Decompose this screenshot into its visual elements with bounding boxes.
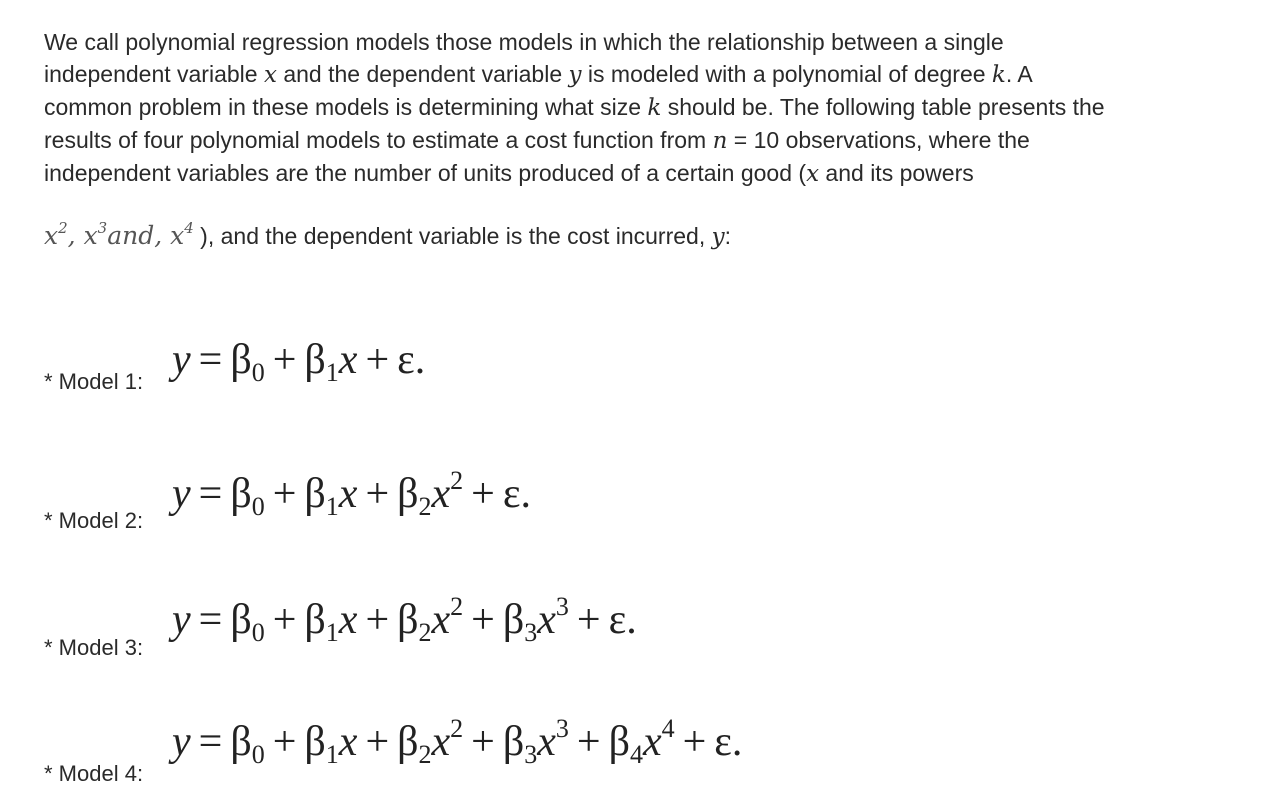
eq-x: x bbox=[537, 719, 556, 765]
paragraph-line-1: We call polynomial regression models those models in which the relationship between a single bbox=[44, 29, 1004, 55]
eq-plus: + bbox=[576, 719, 601, 765]
eq-plus: + bbox=[471, 471, 495, 517]
eq-equals: = bbox=[198, 719, 223, 765]
eq-plus: + bbox=[272, 597, 297, 643]
eq-x: x bbox=[338, 597, 358, 643]
eq-sup: 2 bbox=[450, 466, 464, 495]
model-1-equation bbox=[172, 336, 426, 387]
eq-x: x bbox=[642, 719, 662, 765]
eq-beta: β bbox=[304, 719, 326, 765]
model-1-label: * Model 1: bbox=[44, 369, 144, 394]
eq-x: x bbox=[338, 337, 358, 383]
exponent: 4 bbox=[184, 218, 194, 237]
eq-y: y bbox=[172, 337, 191, 383]
eq-y: y bbox=[172, 597, 191, 643]
eq-beta: β bbox=[502, 597, 525, 643]
text: independent variables are the number of units produced of a certain good ( bbox=[44, 160, 807, 186]
eq-beta: β bbox=[304, 597, 326, 643]
eq-beta: β bbox=[397, 719, 419, 765]
eq-plus: + bbox=[471, 597, 495, 643]
eq-sub: 2 bbox=[418, 492, 432, 521]
math-x: x bbox=[83, 221, 98, 250]
text: ), and the dependent variable is the cost incurred, bbox=[193, 223, 712, 249]
eq-plus: + bbox=[272, 471, 297, 517]
eq-equals: = bbox=[198, 597, 223, 643]
eq-epsilon: ε. bbox=[397, 337, 426, 383]
eq-sub: 2 bbox=[418, 740, 432, 769]
eq-x: x bbox=[338, 471, 358, 517]
eq-equals: = bbox=[198, 337, 223, 383]
eq-sub: 1 bbox=[325, 492, 339, 521]
model-3-equation bbox=[172, 592, 637, 647]
model-4-label: * Model 4: bbox=[44, 761, 144, 786]
eq-beta: β bbox=[608, 719, 630, 765]
text: and its powers bbox=[819, 160, 974, 186]
eq-sup: 3 bbox=[555, 592, 569, 621]
eq-sup: 2 bbox=[450, 714, 464, 743]
eq-x: x bbox=[431, 597, 451, 643]
eq-sub: 2 bbox=[418, 618, 432, 647]
eq-plus: + bbox=[365, 719, 390, 765]
math-x: x bbox=[806, 161, 820, 187]
eq-sub: 0 bbox=[251, 740, 265, 769]
eq-plus: + bbox=[365, 471, 390, 517]
eq-sub: 3 bbox=[524, 618, 538, 647]
eq-plus: + bbox=[682, 719, 707, 765]
eq-beta: β bbox=[304, 471, 326, 517]
eq-plus: + bbox=[272, 719, 297, 765]
text: should be. The following table presents the bbox=[661, 94, 1105, 120]
eq-x: x bbox=[338, 719, 358, 765]
eq-beta: β bbox=[502, 719, 525, 765]
eq-x: x bbox=[431, 719, 451, 765]
paragraph-line-4 bbox=[44, 124, 1234, 157]
eq-plus: + bbox=[471, 719, 495, 765]
model-4-equation bbox=[172, 714, 743, 769]
eq-beta: β bbox=[230, 719, 252, 765]
math-and: and, bbox=[107, 221, 171, 250]
eq-sub: 1 bbox=[325, 618, 339, 647]
eq-sub: 1 bbox=[325, 740, 339, 769]
eq-epsilon: ε. bbox=[608, 597, 637, 643]
paragraph-line-2 bbox=[44, 58, 1234, 91]
eq-epsilon: ε. bbox=[714, 719, 743, 765]
eq-plus: + bbox=[365, 337, 390, 383]
math-y: y bbox=[568, 62, 582, 88]
text: independent variable bbox=[44, 61, 264, 87]
text: = 10 observations, where the bbox=[727, 127, 1030, 153]
eq-sub: 0 bbox=[251, 618, 265, 647]
eq-sup: 4 bbox=[661, 714, 675, 743]
eq-plus: + bbox=[272, 337, 297, 383]
math-x: x bbox=[263, 62, 277, 88]
separator: , bbox=[67, 221, 84, 250]
eq-y: y bbox=[172, 471, 191, 517]
eq-plus: + bbox=[576, 597, 601, 643]
text: . A bbox=[1005, 61, 1033, 87]
math-k: k bbox=[647, 95, 662, 121]
exponent: 2 bbox=[58, 218, 68, 237]
eq-equals: = bbox=[198, 471, 223, 517]
model-2-equation bbox=[172, 466, 531, 521]
eq-sub: 3 bbox=[524, 740, 538, 769]
eq-epsilon: ε. bbox=[502, 471, 531, 517]
eq-sub: 0 bbox=[251, 492, 265, 521]
text: results of four polynomial models to estimate a cost function from bbox=[44, 127, 713, 153]
math-x: x bbox=[170, 221, 185, 250]
math-y: y bbox=[711, 224, 725, 250]
powers-expression bbox=[44, 218, 194, 250]
text: and the dependent variable bbox=[276, 61, 569, 87]
eq-x: x bbox=[431, 471, 451, 517]
text: common problem in these models is determining what size bbox=[44, 94, 648, 120]
paragraph-line-5 bbox=[44, 157, 1234, 190]
eq-sub: 0 bbox=[251, 358, 265, 387]
powers-line bbox=[44, 220, 731, 253]
eq-beta: β bbox=[230, 597, 252, 643]
math-x: x bbox=[44, 221, 59, 250]
text: is modeled with a polynomial of degree bbox=[581, 61, 992, 87]
eq-beta: β bbox=[397, 471, 419, 517]
exponent: 3 bbox=[97, 218, 108, 237]
math-k: k bbox=[991, 62, 1006, 88]
eq-y: y bbox=[172, 719, 191, 765]
eq-beta: β bbox=[397, 597, 419, 643]
eq-sub: 4 bbox=[629, 740, 643, 769]
eq-beta: β bbox=[230, 471, 252, 517]
eq-plus: + bbox=[365, 597, 390, 643]
eq-sup: 2 bbox=[450, 592, 464, 621]
problem-paragraph bbox=[44, 26, 1234, 190]
eq-x: x bbox=[537, 597, 556, 643]
model-2-label: * Model 2: bbox=[44, 508, 144, 533]
paragraph-line-3 bbox=[44, 91, 1234, 124]
model-3-label: * Model 3: bbox=[44, 635, 144, 660]
text: : bbox=[724, 223, 731, 249]
eq-beta: β bbox=[230, 337, 252, 383]
eq-sup: 3 bbox=[555, 714, 569, 743]
eq-sub: 1 bbox=[325, 358, 339, 387]
eq-beta: β bbox=[304, 337, 326, 383]
math-n: n bbox=[712, 128, 728, 154]
